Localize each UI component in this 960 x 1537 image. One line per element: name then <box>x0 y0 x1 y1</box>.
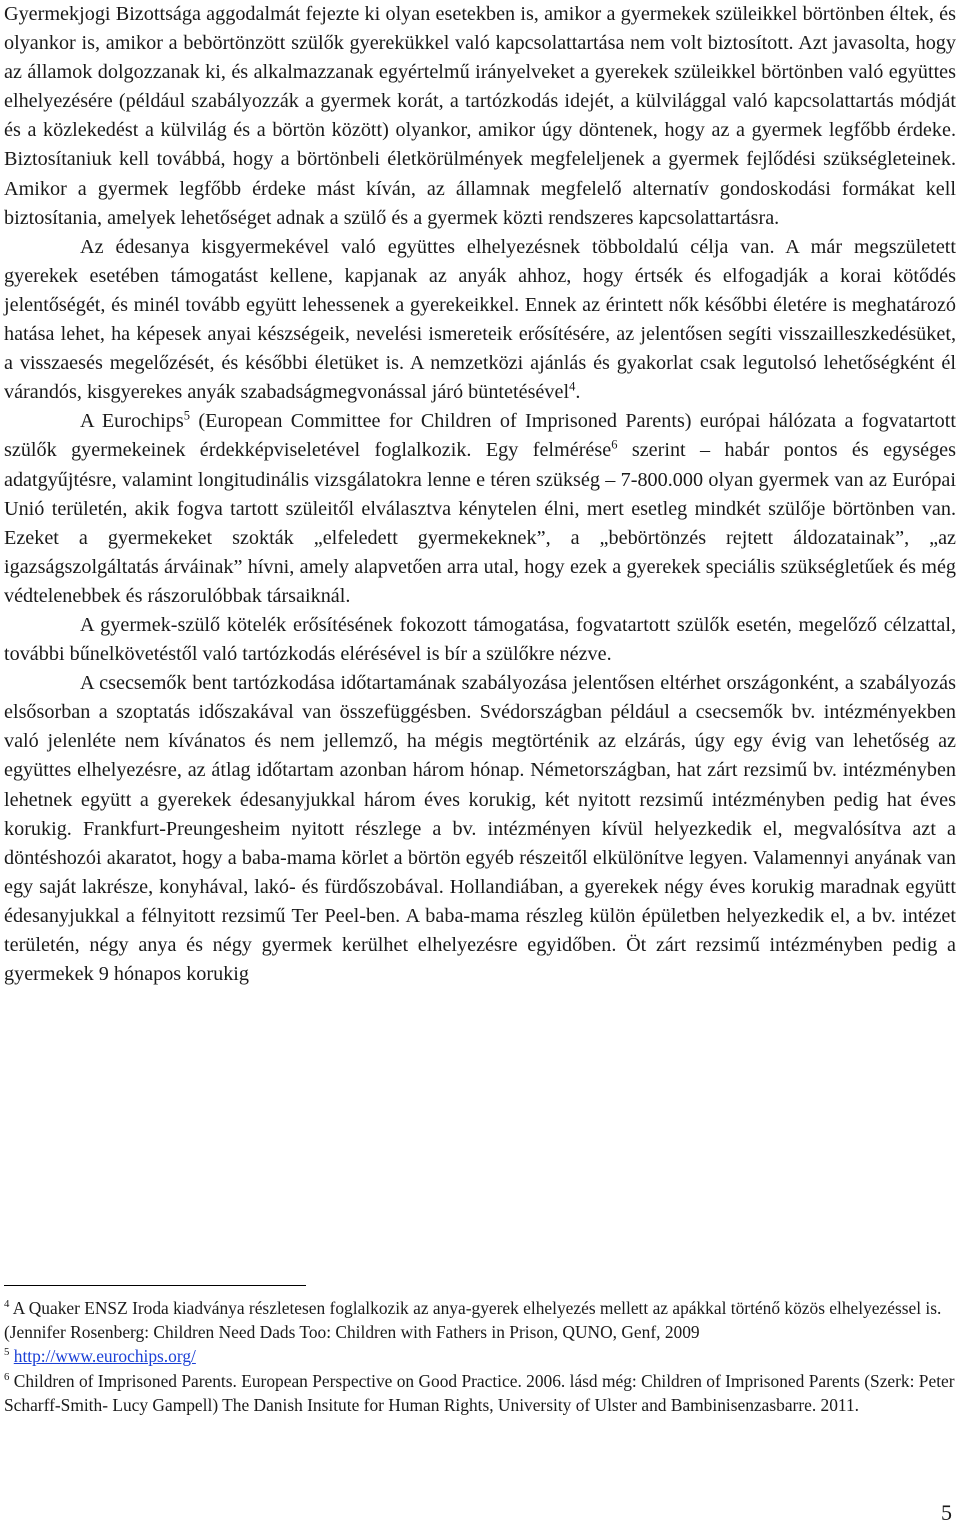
paragraph-text: (European Committee for Children of Imprisoned Parents) európai hálózata a fogvatartott szülők gyermekeinek érdekképviseletével foglalkozik. Egy felmérése <box>4 410 956 462</box>
body-text <box>4 0 956 989</box>
paragraph <box>4 0 956 233</box>
footnote <box>4 1369 956 1417</box>
paragraph-text: . <box>575 381 581 404</box>
footnote <box>4 1296 956 1344</box>
footnote-text: Children of Imprisoned Parents. European Perspective on Good Practice. 2006. lásd még: Children of Imprisoned Parents (Szerk: Peter Scharff-Smith- Lucy Gampell) The Danish Insitute for Human Rights, University of Ulster and Bambinisenzasbarre. 2011. <box>4 1370 955 1415</box>
paragraph-text: Gyermekjogi Bizottsága aggodalmát fejezte ki olyan esetekben is, amikor a gyermekek szüleikkel börtönben éltek, és olyankor is, amikor a bebörtönzött szülők gyerekükkel való kapcsolattartása nem volt biztosított. Azt javasolta, hogy az államok dolgozzanak ki, és alkalmazzanak egyértelmű irányelveket a gyerekek szüleikkel börtönben való együttes elhelyezésére (például szabályozzák a gyermek korát, a tartózkodás idejét, a külvilággal való kapcsolattartás módját és a közlekedést a külvilág és a börtön között) olyankor, amikor úgy döntenek, hogy az a gyermek legfőbb érdeke. Biztosítaniuk kell továbbá, hogy a börtönbeli életkörülmények megfeleljenek a gyermek fejlődési szükségleteinek. Amikor a gyermek legfőbb érdeke mást kíván, az államnak megfelelő alternatív gondoskodási formákat kell biztosítania, amelyek lehetőséget adnak a szülő és a gyermek közti rendszeres kapcsolattartásra. <box>4 3 956 229</box>
footnote-reference[interactable]: 6 <box>611 437 618 452</box>
page-number: 5 <box>941 1500 952 1525</box>
paragraph-text: szerint – habár pontos és egységes adatgyűjtésre, valamint longitudinális vizsgálatokra lenne e téren szükség – 7-800.000 olyan gyermek van az Európai Unió területén, akik fogva tartott szüleitől elválasztva kénytelen élni, mert esetleg mindkét szülője börtönben van. Ezeket a gyermekeket szokták „elfeledett gyermekeknek”, a „bebörtönzés rejtett áldozatainak”, „az igazságszolgáltatás árváinak” hívni, amely alapvetően arra utal, hogy ezek a gyerekek speciális szükségletűek és még védtelenebbek és rászorulóbbak társaiknál. <box>4 439 957 607</box>
eurochips-link[interactable]: http://www.eurochips.org/ <box>13 1346 196 1367</box>
footnote-separator <box>4 1285 306 1286</box>
paragraph <box>4 669 956 989</box>
footnote-number: 4 <box>4 1298 10 1311</box>
paragraph <box>4 611 956 669</box>
paragraph-text: A Eurochips <box>80 410 184 433</box>
footnote-reference[interactable]: 4 <box>569 379 576 394</box>
footnotes <box>4 1296 956 1417</box>
paragraph <box>4 233 956 408</box>
footnote-text: A Quaker ENSZ Iroda kiadványa részletesen foglalkozik az anya-gyerek elhelyezés mellett az apákkal történő közös elhelyezéssel is. (Jennifer Rosenberg: Children Need Dads Too: Children with Fathers in Prison, QUNO, Genf, 2009 <box>4 1298 942 1343</box>
document-page <box>4 0 956 989</box>
footnote-number: 5 <box>4 1346 10 1359</box>
paragraph-text: A gyermek-szülő kötelék erősítésének fokozott támogatása, fogvatartott szülők esetén, megelőző célzattal, további bűnelkövetéstől való tartózkodás elérésével is bír a szülőkre nézve. <box>4 613 956 666</box>
paragraph <box>4 407 956 611</box>
paragraph-text: A csecsemők bent tartózkodása időtartamának szabályozása jelentősen eltérhet országonként, a szabályozás elsősorban a szoptatás időszakával van összefüggésben. Svédországban például a csecsemők bv. intézményekben való jelenléte nem kívánatos és nem jellemző, ha mégis megtörténik az elzárás, úgy egy évig van lehetőség az együttes elhelyezésre, az átlag időtartam azonban három hónap. Németországban, hat zárt rezsimű bv. intézményben lehetnek együtt a gyerekek édesanyjukkal három éves korukig, két nyitott rezsimű intézményben pedig hat éves korukig. Frankfurt-Preungesheim nyitott részlege a bv. intézményen kívül helyezkedik el, megvalósítva azt a döntéshozói akaratot, hogy a baba-mama körlet a börtön egyéb részeitől elkülönítve legyen. Valamennyi anyának van egy saját lakrésze, konyhával, lakó- és fürdőszobával. Hollandiában, a gyerekek négy éves korukig maradnak együtt édesanyjukkal a félnyitott rezsimű Ter Peel-ben. A baba-mama részleg külön épületben helyezkedik el, a bv. intézet területén, négy anya és négy gyermek kerülhet elhelyezésre egyidőben. Öt zárt rezsimű intézményben pedig a gyermekek 9 hónapos korukig <box>4 672 956 986</box>
footnote-reference[interactable]: 5 <box>183 408 190 423</box>
footnote <box>4 1344 956 1368</box>
paragraph-text: Az édesanya kisgyermekével való együttes elhelyezésnek többoldalú célja van. A már megszületett gyerekek esetében támogatást kellene, kapjanak az anyák ahhoz, hogy értsék és elfogadják a korai kötődés jelentőségét, és minél tovább együtt lehessenek a gyerekeikkel. Ennek az érintett nők későbbi életére is meghatározó hatása lehet, ha képesek anyai készségeik, nevelési ismereteik erősítésére, az jelentősen segíti visszailleszkedésüket, a visszaesés megelőzését, és későbbi életüket is. A nemzetközi ajánlás és gyakorlat csak legutolsó lehetőségként él várandós, kisgyerekes anyák szabadságmegvonással járó büntetésével <box>4 235 956 404</box>
footnote-number: 6 <box>4 1370 10 1383</box>
